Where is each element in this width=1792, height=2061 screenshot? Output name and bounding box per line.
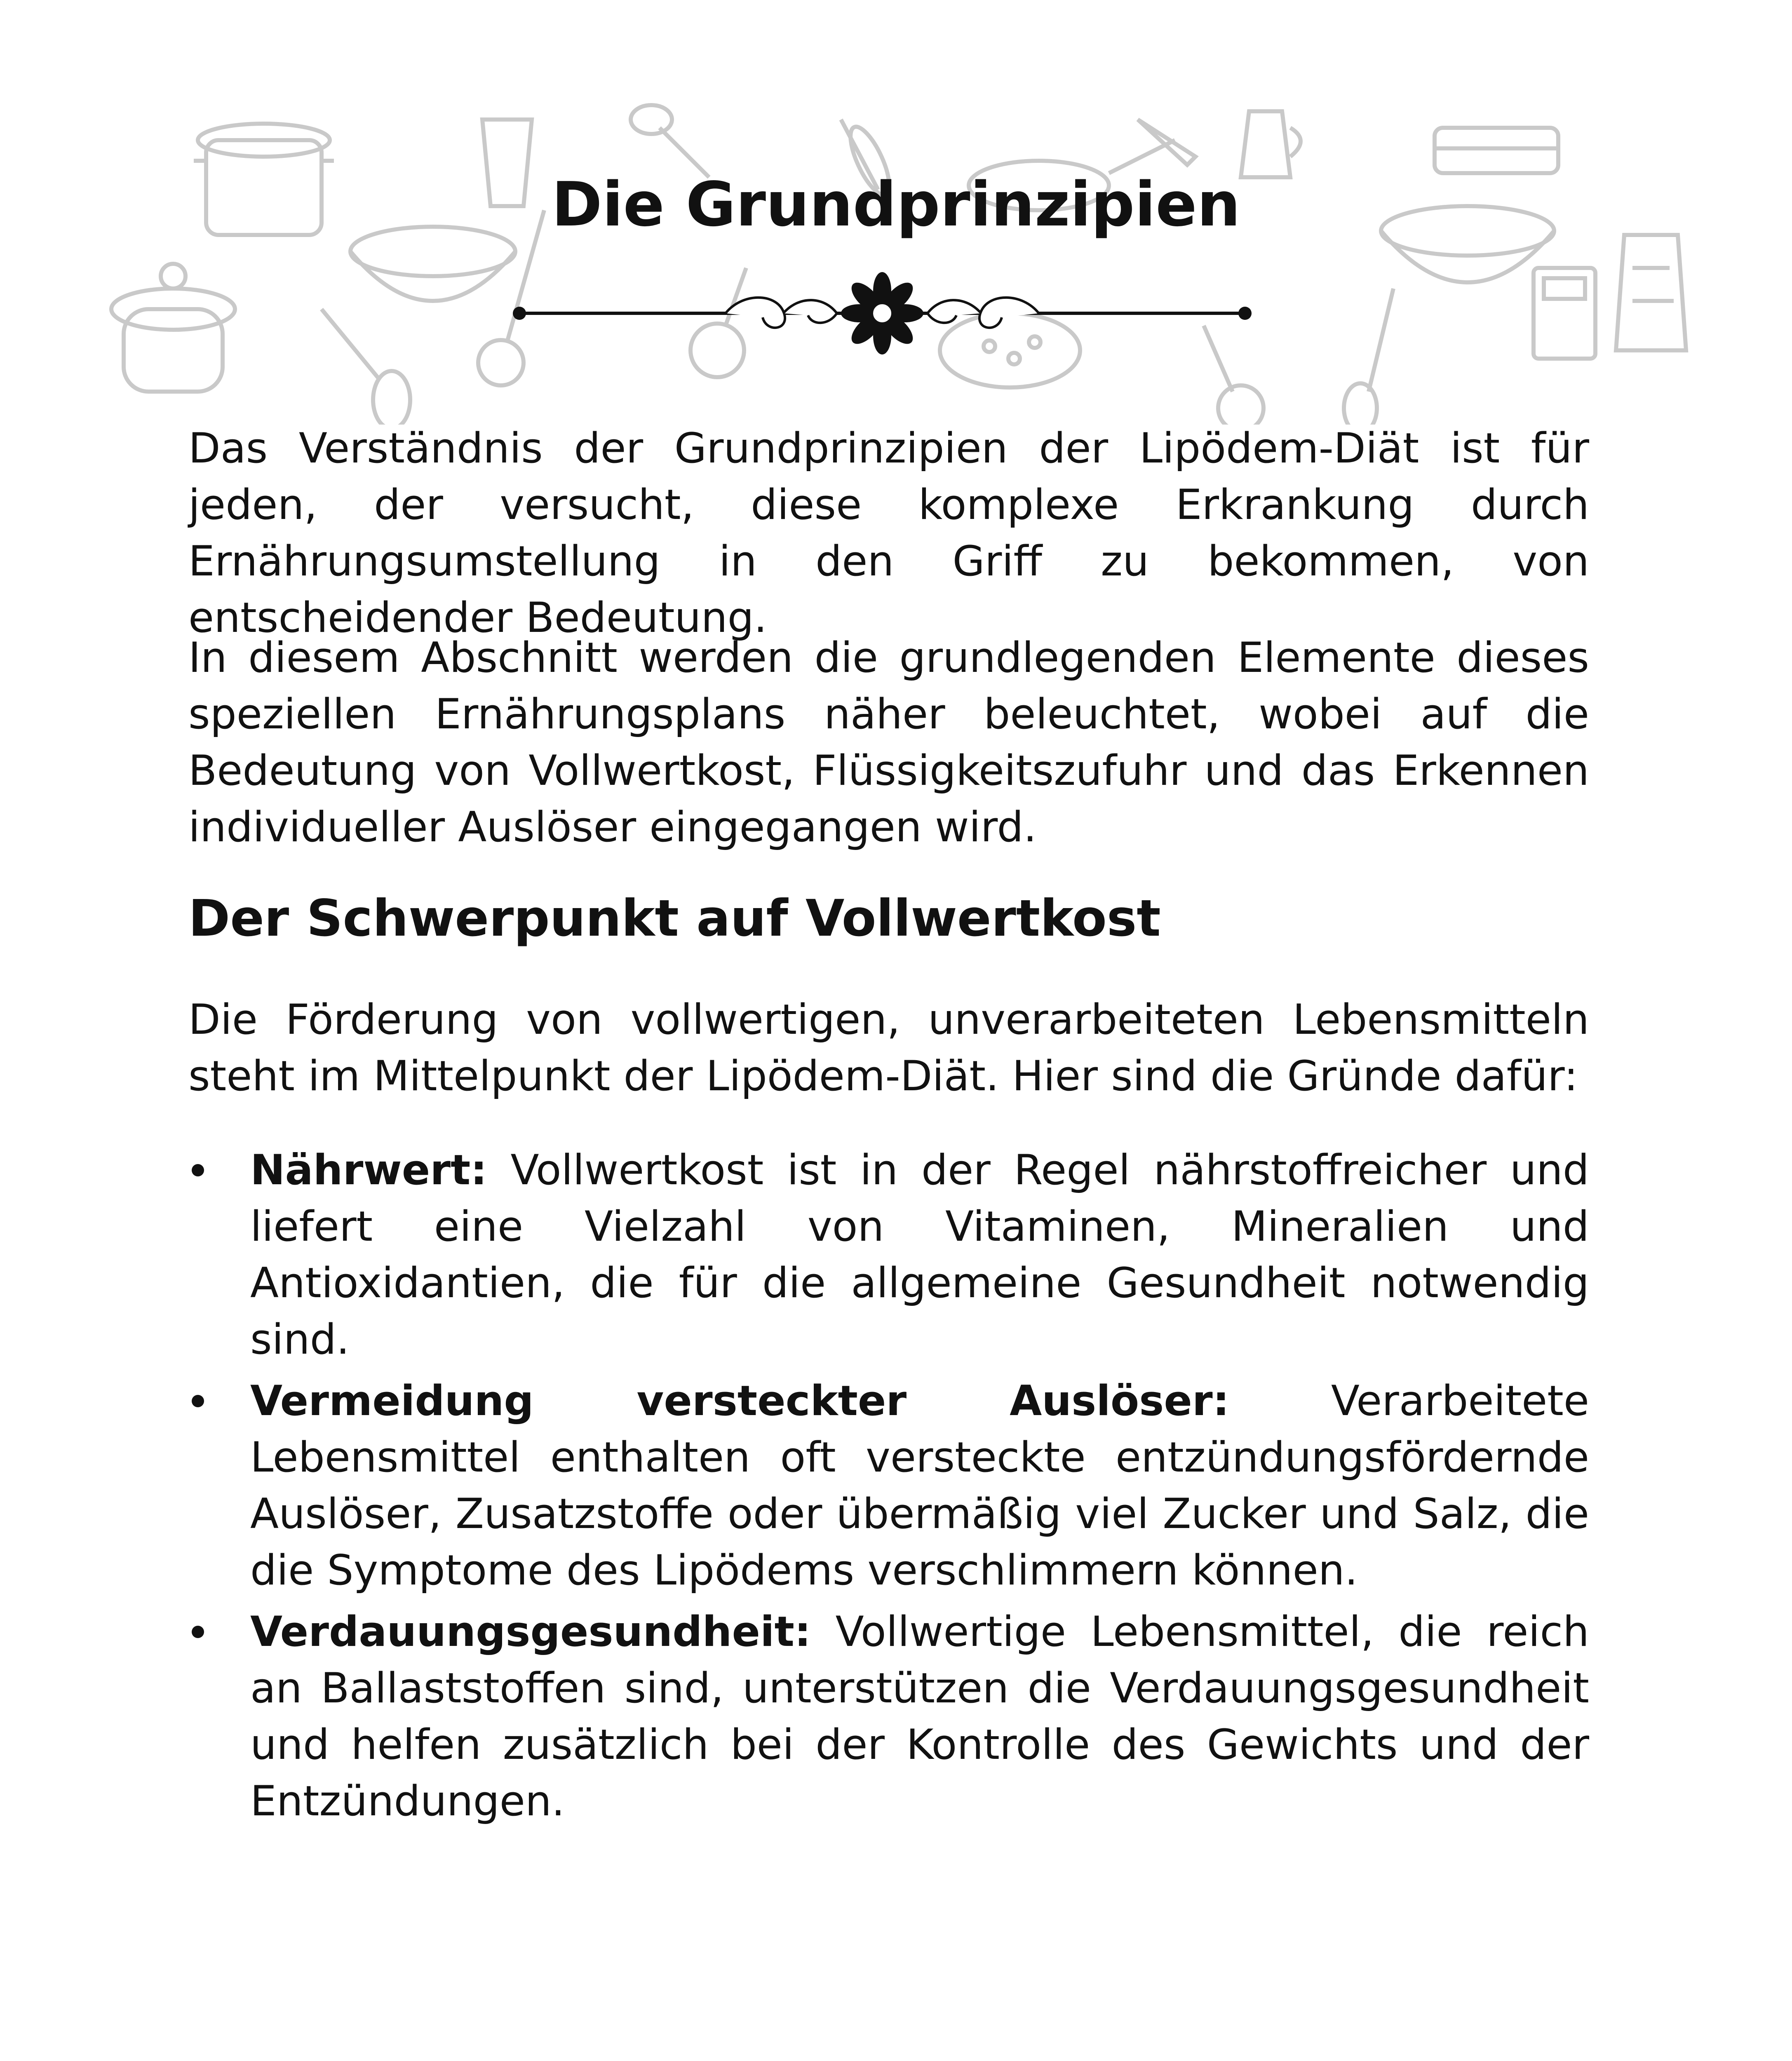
kitchen-sketch-background-top <box>0 95 1792 425</box>
right-scroll-flourish <box>928 298 1039 328</box>
page-title: Die Grundprinzipien <box>552 169 1240 240</box>
knife-icon <box>1138 120 1195 165</box>
flower-icon <box>841 272 923 354</box>
list-item <box>188 1603 1589 1829</box>
list-item-text <box>250 1373 1589 1599</box>
calculator-icon <box>1534 268 1595 359</box>
bullet-icon <box>192 1626 204 1638</box>
list-item-text <box>250 1142 1589 1368</box>
cake-tin-icon <box>1435 128 1558 173</box>
list-item-term: Verdauungsgesundheit: <box>250 1607 811 1656</box>
list-item <box>188 1142 1589 1368</box>
list-item <box>188 1373 1589 1599</box>
bullet-list <box>188 1142 1589 1834</box>
intro-paragraph: Das Verständnis der Grundprinzipien der Lipödem-Diät ist für jeden, der versucht, diese komplexe Erkrankung durch Ernährungsumstellung in den Griff zu bekommen, von entscheidender Bedeutung. <box>188 424 1589 642</box>
pitcher-icon <box>1241 111 1301 177</box>
lidded-pot-icon <box>111 264 235 392</box>
list-item-term: Nährwert: <box>250 1146 487 1194</box>
left-scroll-flourish <box>726 298 837 328</box>
intro-paragraph: In diesem Abschnitt werden die grundlegenden Elemente dieses speziellen Ernährungsplans näher beleuchtet, wobei auf die Bedeutung von Vollwertkost, Flüssigkeitszufuhr und das Erkennen individueller Auslöser eingegangen wird. <box>188 633 1589 851</box>
section-paragraph: Die Förderung von vollwertigen, unverarbeiteten Lebensmitteln steht im Mittelpunkt der Lipödem-Diät. Hier sind die Gründe dafür: <box>188 995 1589 1100</box>
bullet-icon <box>192 1164 204 1176</box>
list-item-body: Vollwertkost ist in der Regel nährstoffreicher und liefert eine Vielzahl von Vitaminen, Mineralien und Antioxidantien, die für die allgemeine Gesundheit notwendig sind. <box>250 1146 1589 1364</box>
list-item-body: Vollwertige Lebensmittel, die reich an Ballaststoffen sind, unterstützen die Verdauungsgesundheit und helfen zusätzlich bei der Kontrolle des Gewichts und der Entzündungen. <box>250 1607 1589 1825</box>
bullet-icon <box>192 1395 204 1407</box>
list-item-term: Vermeidung versteckter Auslöser: <box>250 1376 1230 1425</box>
spoon-icon <box>322 105 709 425</box>
list-item-text <box>250 1603 1589 1829</box>
grater-icon <box>1616 235 1686 350</box>
title-divider-ornament <box>511 272 1253 354</box>
list-item-body: Verarbeitete Lebensmittel enthalten oft versteckte entzündungsfördernde Auslöser, Zusatzstoffe oder übermäßig viel Zucker und Salz, die die Symptome des Lipödems verschlimmern können. <box>250 1376 1589 1594</box>
section-heading: Der Schwerpunkt auf Vollwertkost <box>188 889 1161 948</box>
